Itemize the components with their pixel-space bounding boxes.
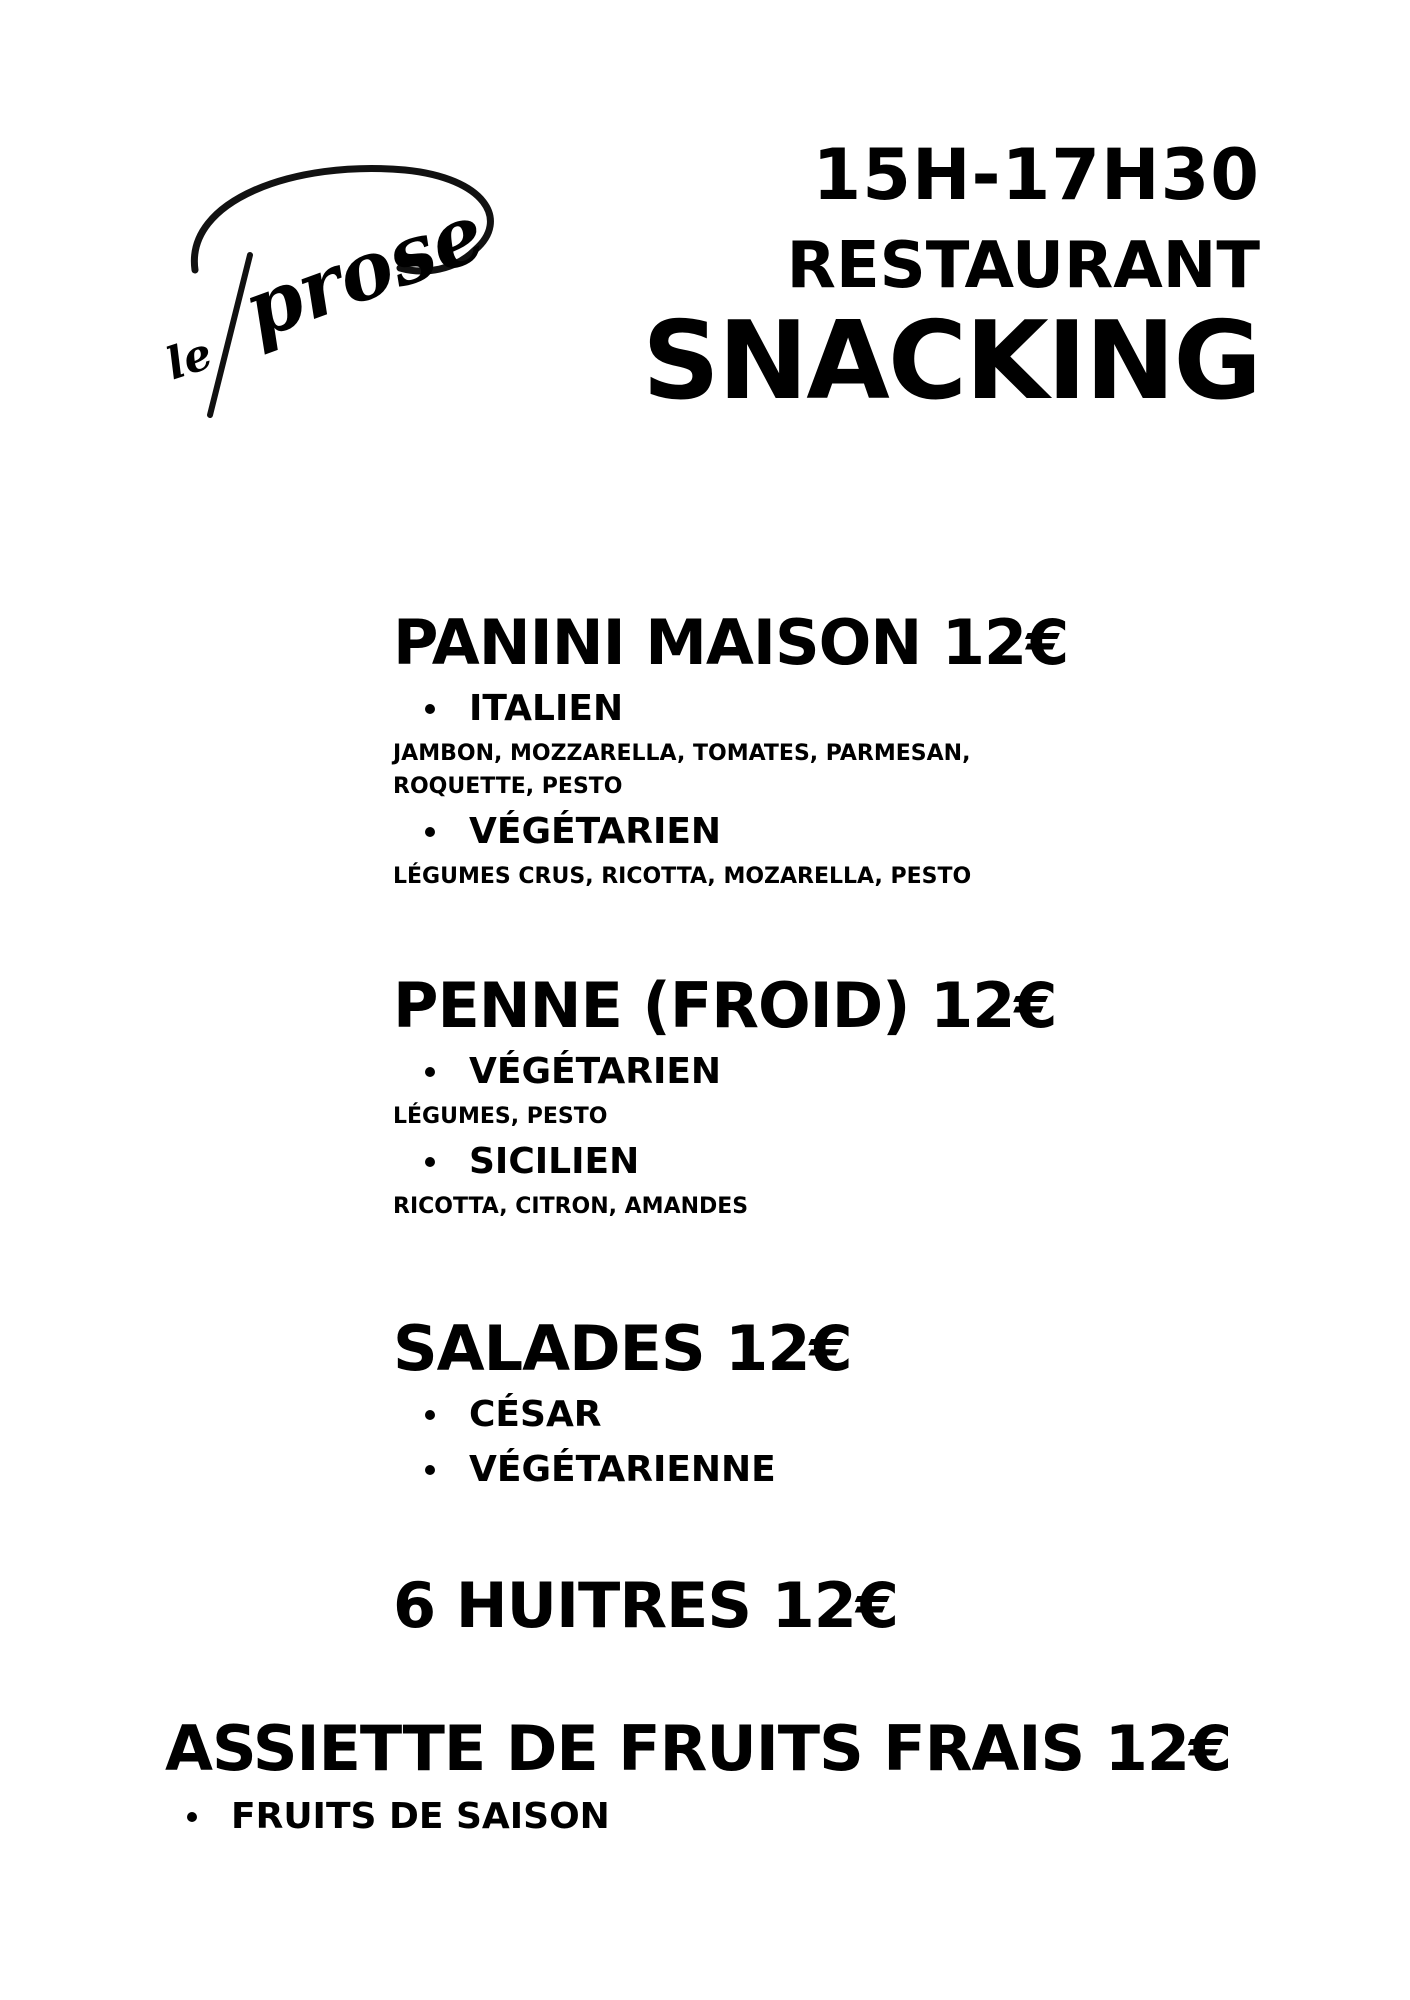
section-fruits: [165, 1712, 1232, 1839]
opening-hours: 15H-17H30: [812, 134, 1260, 216]
header: [642, 134, 1260, 424]
desc-line: LÉGUMES, PESTO: [393, 1104, 608, 1129]
desc-line: LÉGUMES CRUS, RICOTTA, MOZARELLA, PESTO: [393, 864, 972, 889]
item-name: SICILIEN: [469, 1141, 640, 1182]
logo-text-main: prose: [231, 184, 497, 358]
section-title: PENNE (FROID) 12€: [393, 969, 1057, 1042]
desc-line: ROQUETTE, PESTO: [393, 774, 623, 799]
section-title: PANINI MAISON 12€: [393, 606, 1069, 679]
bullet-icon: [425, 1410, 435, 1420]
desc-line: RICOTTA, CITRON, AMANDES: [393, 1194, 749, 1219]
venue-type: RESTAURANT: [786, 229, 1260, 303]
logo-text-small: le: [160, 327, 219, 391]
item-description: [393, 1100, 1057, 1133]
item-description: [393, 1190, 1057, 1223]
desc-line: JAMBON, MOZZARELLA, TOMATES, PARMESAN,: [393, 741, 971, 766]
section-salades: [393, 1312, 852, 1492]
item-name: VÉGÉTARIENNE: [469, 1449, 776, 1490]
section-huitres: [393, 1569, 899, 1642]
menu-item: [393, 1049, 1057, 1094]
item-description: [393, 860, 1068, 893]
menu-item: [393, 686, 1068, 731]
bullet-icon: [425, 1465, 435, 1475]
menu-item: [165, 1794, 1231, 1839]
section-panini: [393, 606, 1069, 893]
item-name: VÉGÉTARIEN: [469, 811, 722, 852]
bullet-icon: [425, 704, 435, 714]
logo-mark: [160, 160, 515, 430]
bullet-icon: [425, 1067, 435, 1077]
section-title: SALADES 12€: [393, 1312, 852, 1385]
section-title: 6 HUITRES 12€: [393, 1569, 899, 1642]
bullet-icon: [187, 1812, 197, 1822]
page-title: SNACKING: [642, 299, 1260, 424]
item-description: [393, 737, 1068, 803]
item-name: CÉSAR: [469, 1394, 602, 1435]
item-name: ITALIEN: [469, 688, 624, 729]
logo: [160, 160, 515, 430]
menu-item: [393, 1392, 852, 1437]
bullet-icon: [425, 1157, 435, 1167]
item-name: VÉGÉTARIEN: [469, 1051, 722, 1092]
menu-item: [393, 1447, 852, 1492]
section-title: ASSIETTE DE FRUITS FRAIS 12€: [165, 1712, 1232, 1785]
section-penne: [393, 969, 1057, 1223]
menu-item: [393, 1139, 1057, 1184]
menu-item: [393, 809, 1068, 854]
item-name: FRUITS DE SAISON: [231, 1796, 610, 1837]
bullet-icon: [425, 827, 435, 837]
